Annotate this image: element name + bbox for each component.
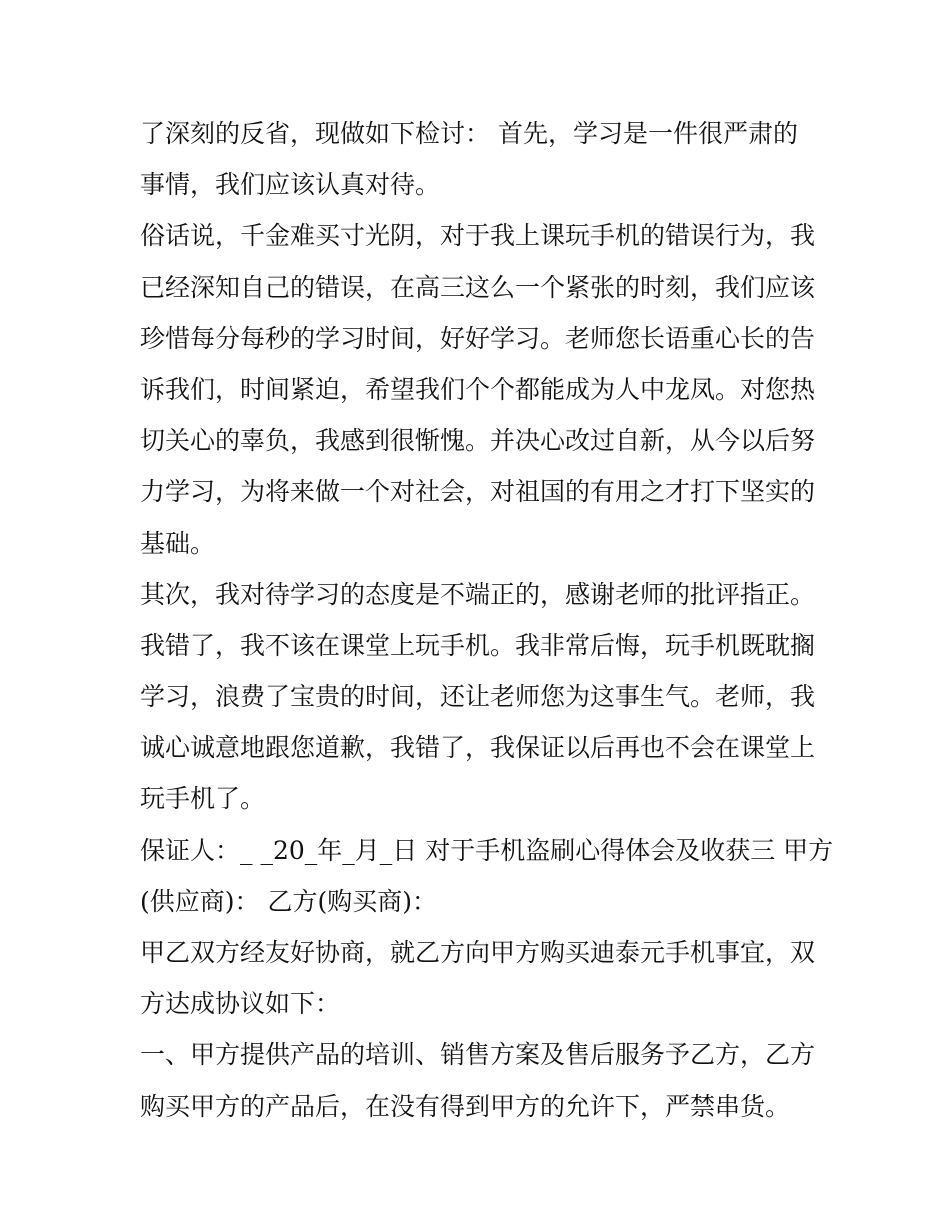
text-line: 切关心的辜负，我感到很惭愧。并决心改过自新，从今以后努 xyxy=(140,426,816,456)
text-line: 基础。 xyxy=(140,528,216,558)
text-line: (供应商)： 乙方(购买商)： xyxy=(140,886,437,916)
text-line: 诉我们，时间紧迫，希望我们个个都能成为人中龙凤。对您热 xyxy=(140,374,816,404)
text-line: 诚心诚意地跟您道歉，我错了，我保证以后再也不会在课堂上 xyxy=(140,733,816,763)
text-line: 甲乙双方经友好协商，就乙方向甲方购买迪泰元手机事宜，双 xyxy=(140,938,816,967)
text-line: 购买甲方的产品后，在没有得到甲方的允许下，严禁串货。 xyxy=(140,1091,791,1121)
text-line: 俗话说，千金难买寸光阴，对于我上课玩手机的错误行为，我 xyxy=(140,221,816,251)
text-line: 玩手机了。 xyxy=(140,784,266,814)
text-line: 珍惜每分每秒的学习时间，好好学习。老师您长语重心长的告 xyxy=(140,323,816,353)
text-line: 力学习，为将来做一个对社会，对祖国的有用之才打下坚实的 xyxy=(140,477,816,507)
text-line: 学习，浪费了宝贵的时间，还让老师您为这事生气。老师，我 xyxy=(140,682,816,712)
text-line: 了深刻的反省，现做如下检讨： 首先，学习是一件很严肃的 xyxy=(140,119,798,148)
text-line: 事情，我们应该认真对待。 xyxy=(140,170,441,200)
text-line: 保证人：_ _20_年_月_日 对于手机盗刷心得体会及收获三 甲方 xyxy=(140,835,834,865)
text-line: 一、甲方提供产品的培训、销售方案及售后服务予乙方，乙方 xyxy=(140,1040,816,1070)
text-line: 其次，我对待学习的态度是不端正的，感谢老师的批评指正。 xyxy=(140,579,816,609)
text-line: 我错了，我不该在课堂上玩手机。我非常后悔，玩手机既耽搁 xyxy=(140,630,816,660)
text-line: 已经深知自己的错误，在高三这么一个紧张的时刻，我们应该 xyxy=(140,272,816,302)
document-body xyxy=(140,108,834,1132)
text-line: 方达成协议如下： xyxy=(140,989,341,1019)
